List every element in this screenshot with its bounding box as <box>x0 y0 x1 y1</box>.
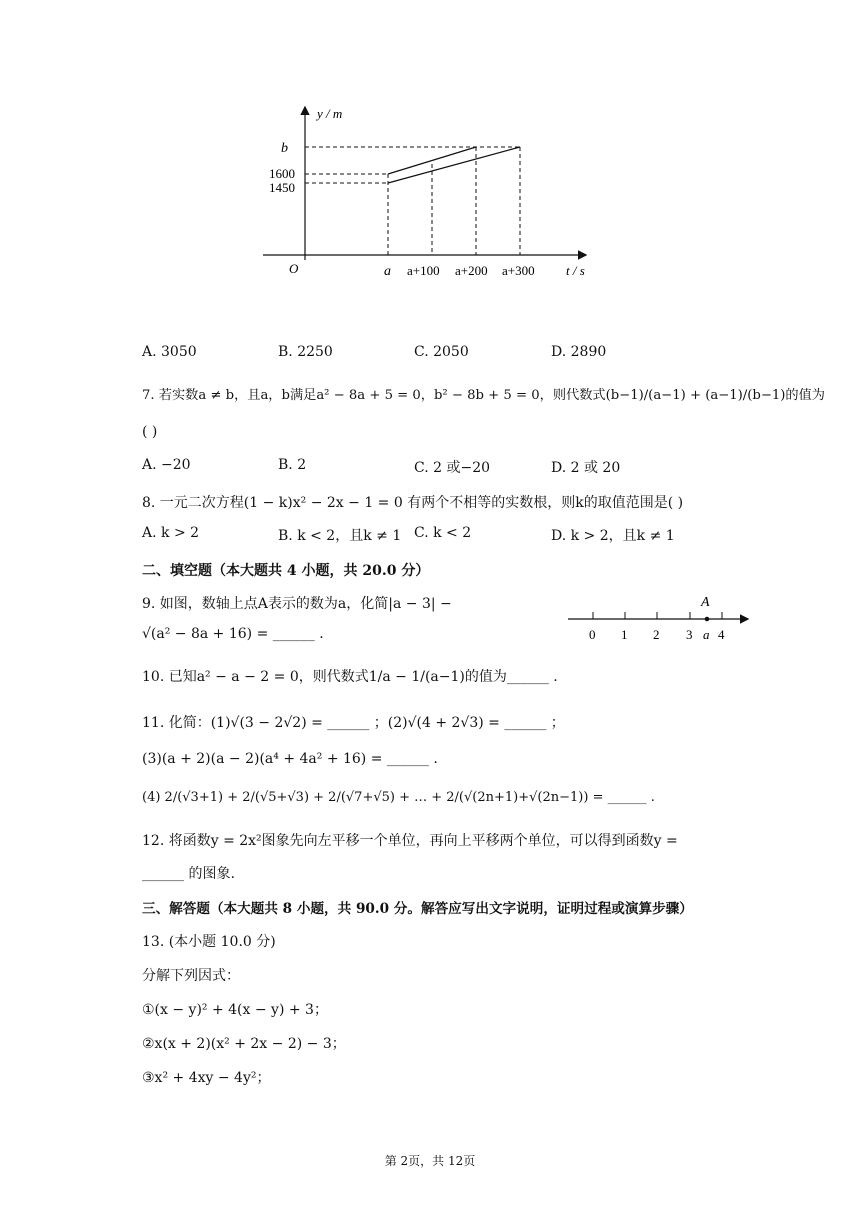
q7-stem: 7. 若实数a ≠ b，且a，b满足a² − 8a + 5 = 0，b² − 8b + 5 = 0，则代数式(b−1)/(a−1) + (a−1)/(b−1)的值为 <box>142 388 825 403</box>
q7-option-d: D. 2 或 20 <box>551 460 621 476</box>
y-tick-1600: 1600 <box>269 166 295 181</box>
q9-line2: √(a² − 8a + 16) = ______ . <box>142 626 324 642</box>
q12-line2: ______ 的图象. <box>142 866 235 882</box>
x-tick-a: a <box>384 264 391 279</box>
origin-label: O <box>289 261 299 276</box>
q10-text: 10. 已知a² − a − 2 = 0，则代数式1/a − 1/(a−1)的值为______ . <box>142 669 558 685</box>
section3-heading: 三、解答题（本大题共 8 小题，共 90.0 分。解答应写出文字说明，证明过程或演算步骤） <box>142 901 693 917</box>
x-tick-a200: a+200 <box>455 263 488 278</box>
q6-option-d: D. 2890 <box>551 344 607 360</box>
q11-line1: 11. 化简：(1)√(3 − 2√2) = ______ ；(2)√(4 + 2√3) = ______ ； <box>142 715 565 731</box>
q8-option-d: D. k > 2，且k ≠ 1 <box>551 528 675 544</box>
y-tick-b: b <box>281 141 288 156</box>
tick-label-1: 1 <box>621 627 628 642</box>
q13-header: 13. (本小题 10.0 分) <box>142 934 276 950</box>
q12-line1: 12. 将函数y = 2x²图象先向左平移一个单位，再向上平移两个单位，可以得到函数y = <box>142 833 678 849</box>
q8-stem: 8. 一元二次方程(1 − k)x² − 2x − 1 = 0 有两个不相等的实数根，则k的取值范围是( ) <box>142 495 684 511</box>
number-line <box>565 590 755 645</box>
q6-option-a: A. 3050 <box>142 344 197 360</box>
q6-option-c: C. 2050 <box>414 344 469 360</box>
q7-paren: ( ) <box>142 424 158 440</box>
q8-option-a: A. k > 2 <box>142 525 200 541</box>
page-footer: 第 2页，共 12页 <box>384 1154 476 1168</box>
q9-line1: 9. 如图，数轴上点A表示的数为a，化简|a − 3| − <box>142 596 452 612</box>
x-axis-label: t / s <box>566 263 585 278</box>
distance-time-graph <box>255 100 615 290</box>
q7-option-a: A. −20 <box>142 457 191 473</box>
q8-option-c: C. k < 2 <box>414 525 472 541</box>
q7-option-b: B. 2 <box>278 457 307 473</box>
x-tick-a100: a+100 <box>407 263 440 278</box>
q13-intro: 分解下列因式： <box>142 968 240 984</box>
point-a-label: A <box>701 595 710 610</box>
y-axis-label: y / m <box>317 106 343 121</box>
tick-label-0: 0 <box>589 627 596 642</box>
q11-line2: (3)(a + 2)(a − 2)(a⁴ + 4a² + 16) = ______ . <box>142 751 438 767</box>
point-value-label: a <box>703 627 710 642</box>
q13-item-1: ①(x − y)² + 4(x − y) + 3； <box>142 1002 328 1018</box>
tick-label-3: 3 <box>686 627 693 642</box>
point-a-dot <box>705 617 710 622</box>
q7-option-c: C. 2 或−20 <box>414 460 491 476</box>
tick-label-4: 4 <box>718 627 725 642</box>
tick-label-2: 2 <box>653 627 660 642</box>
q6-option-b: B. 2250 <box>278 344 333 360</box>
y-tick-1450: 1450 <box>269 180 295 195</box>
q13-item-2: ②x(x + 2)(x² + 2x − 2) − 3； <box>142 1036 346 1052</box>
q11-line3: (4) 2/(√3+1) + 2/(√5+√3) + 2/(√7+√5) + … + 2/(√(2n+1)+√(2n−1)) = ______ . <box>142 790 655 805</box>
q8-option-b: B. k < 2，且k ≠ 1 <box>278 528 402 544</box>
line-1 <box>388 147 476 174</box>
q13-item-3: ③x² + 4xy − 4y²； <box>142 1070 271 1086</box>
line-2 <box>388 147 520 183</box>
section2-heading: 二、填空题（本大题共 4 小题，共 20.0 分） <box>142 563 430 579</box>
x-tick-a300: a+300 <box>502 263 535 278</box>
